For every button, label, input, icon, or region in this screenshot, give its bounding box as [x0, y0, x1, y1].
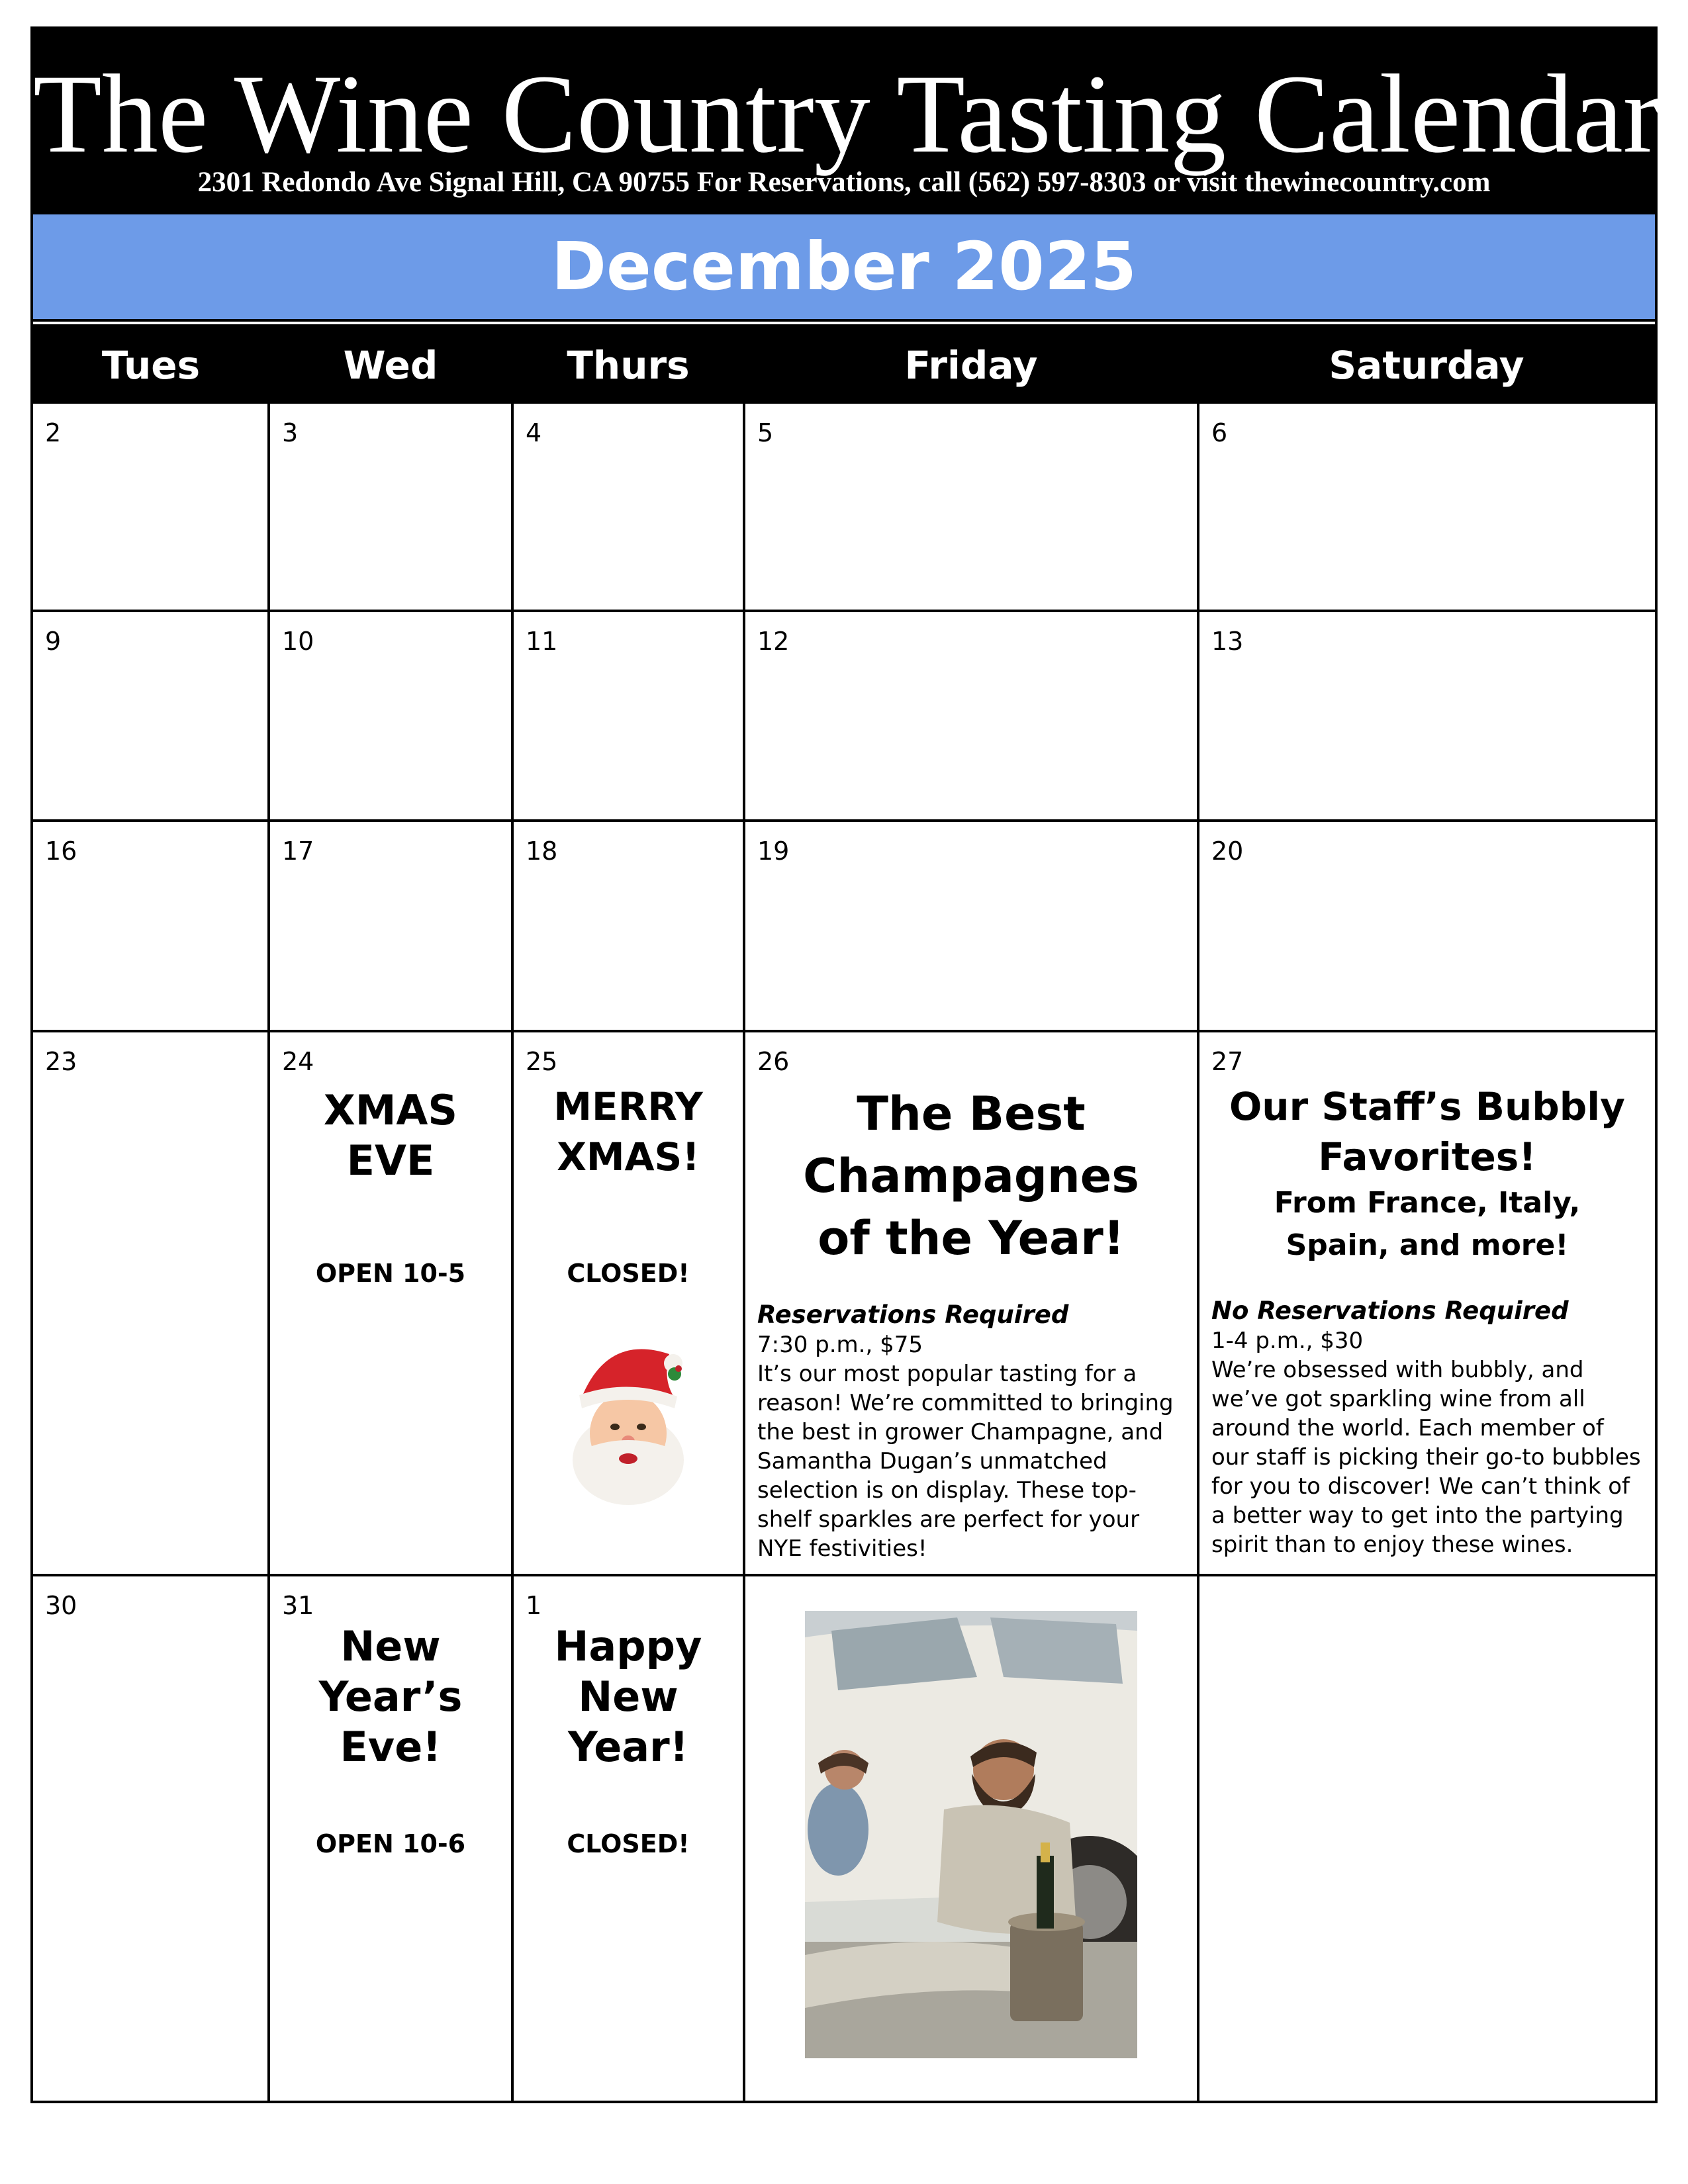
day-cell [33, 822, 267, 1030]
day-cell [514, 404, 743, 610]
event-details [757, 1300, 1189, 1563]
weekday-friday: Friday [904, 343, 1038, 388]
day-number: 31 [282, 1591, 314, 1620]
day-number: 6 [1211, 418, 1228, 447]
day-number: 4 [526, 418, 542, 447]
hours-note: CLOSED! [567, 1259, 690, 1288]
day-cell-dec-24 [270, 1032, 511, 1574]
day-cell [745, 1576, 1197, 2103]
day-number: 20 [1211, 837, 1244, 866]
day-number: 18 [526, 837, 558, 866]
day-number: 26 [757, 1047, 790, 1076]
day-number: 3 [282, 418, 299, 447]
day-cell [33, 1576, 267, 2103]
day-cell [270, 612, 511, 819]
day-cell [33, 1032, 267, 1574]
event-title-line: MERRY [553, 1084, 703, 1129]
day-number: 17 [282, 837, 314, 866]
hungover-men-by-car-with-champagne-bucket-photo [805, 1611, 1137, 2058]
event-description: It’s our most popular tasting for a reason! We’re committed to bringing the best in grower Champagne, and Samantha Dugan’s unmatched selection is on display. These top-shelf sparkles are perfect for your NYE festivities! [757, 1361, 1174, 1562]
day-number: 1 [526, 1591, 542, 1620]
calendar-title: The Wine Country Tasting Calendar [33, 52, 1661, 176]
day-number: 13 [1211, 627, 1244, 656]
day-cell-dec-27 [1199, 1032, 1655, 1574]
day-number: 19 [757, 837, 790, 866]
day-cell [270, 822, 511, 1030]
day-cell [33, 404, 267, 610]
day-cell-dec-31 [270, 1576, 511, 2103]
event-title-line: The Best [857, 1087, 1086, 1141]
event-subtitle-line: From France, Italy, [1274, 1186, 1581, 1220]
day-cell [1199, 404, 1655, 610]
weekday-saturday: Saturday [1329, 343, 1524, 388]
day-cell [1199, 822, 1655, 1030]
reservation-note: Reservations Required [757, 1300, 1069, 1329]
day-number: 27 [1211, 1047, 1244, 1076]
event-title [270, 1085, 511, 1186]
event-title-line: Our Staff’s Bubbly [1229, 1084, 1625, 1129]
day-number: 2 [45, 418, 62, 447]
event-description: We’re obsessed with bubbly, and we’ve got sparkling wine from all around the world. Each member of our staff is picking their go-to bubbles for you to discover! We can’t think of a better way to get into the partying spirit than to enjoy these wines. [1211, 1357, 1641, 1558]
hours-note: OPEN 10-6 [315, 1829, 466, 1858]
day-number: 11 [526, 627, 558, 656]
day-number: 16 [45, 837, 77, 866]
day-number: 23 [45, 1047, 77, 1076]
event-title-line: XMAS! [557, 1134, 700, 1179]
event-title [270, 1621, 511, 1772]
day-number: 10 [282, 627, 314, 656]
calendar-sheet [30, 26, 1661, 2103]
day-cell-jan-1 [514, 1576, 743, 2103]
santa-face-image [563, 1334, 693, 1506]
day-cell [514, 612, 743, 819]
hours-note: OPEN 10-5 [315, 1259, 466, 1288]
day-number: 12 [757, 627, 790, 656]
event-title-line: New [340, 1622, 441, 1670]
event-title [514, 1621, 743, 1772]
day-cell [514, 822, 743, 1030]
weekday-thurs: Thurs [567, 343, 690, 388]
time-and-price: 7:30 p.m., $75 [757, 1332, 923, 1358]
event-title-line: of the Year! [818, 1211, 1125, 1265]
event-title-line: XMAS [323, 1086, 458, 1134]
event-title-line: Favorites! [1318, 1134, 1536, 1179]
day-number: 25 [526, 1047, 558, 1076]
day-number: 9 [45, 627, 62, 656]
event-title-line: Year’s Eve! [318, 1672, 463, 1771]
reservation-note: No Reservations Required [1211, 1297, 1569, 1325]
weekday-wed: Wed [343, 343, 438, 388]
weekday-header-row [33, 324, 1655, 404]
hours-note: CLOSED! [567, 1829, 690, 1858]
event-title [1199, 1081, 1655, 1267]
weekday-tues: Tues [101, 343, 201, 388]
day-cell-dec-26 [745, 1032, 1197, 1574]
time-and-price: 1-4 p.m., $30 [1211, 1328, 1364, 1354]
header-banner [33, 29, 1661, 212]
day-cell [745, 822, 1197, 1030]
event-subtitle-line: Spain, and more! [1286, 1228, 1569, 1262]
day-number: 5 [757, 418, 774, 447]
day-cell [745, 404, 1197, 610]
day-number: 24 [282, 1047, 314, 1076]
event-title-line: EVE [346, 1136, 435, 1185]
day-cell [33, 612, 267, 819]
event-title-line: New Year! [568, 1672, 688, 1771]
day-number: 30 [45, 1591, 77, 1620]
event-title-line: Happy [554, 1622, 702, 1670]
event-title [745, 1083, 1197, 1269]
day-cell [1199, 612, 1655, 819]
day-cell [745, 612, 1197, 819]
day-cell [270, 404, 511, 610]
event-title [514, 1081, 743, 1182]
event-details [1211, 1296, 1647, 1559]
day-cell-dec-25 [514, 1032, 743, 1574]
event-title-line: Champagnes [803, 1149, 1139, 1203]
address-and-contact: 2301 Redondo Ave Signal Hill, CA 90755 For Reservations, call (562) 597-8303 or visit thewinecountry.com [197, 167, 1491, 198]
month-title: December 2025 [33, 212, 1655, 322]
day-cell [1199, 1576, 1655, 2103]
